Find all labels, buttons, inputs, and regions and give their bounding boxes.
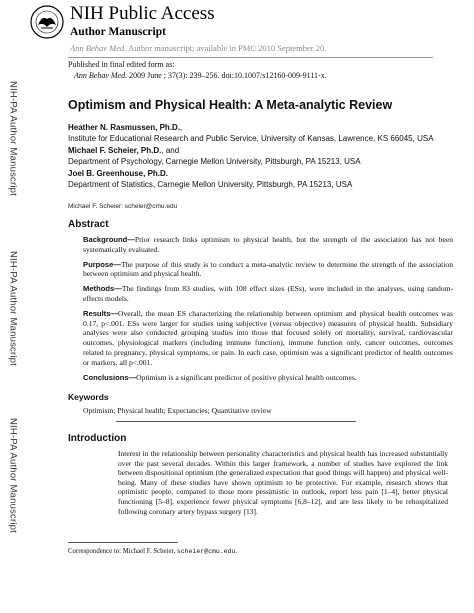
header-divider xyxy=(68,57,433,58)
introduction-heading: Introduction xyxy=(68,433,127,444)
abstract-body xyxy=(83,235,453,387)
note-journal: Ann Behav Med. xyxy=(70,43,127,53)
abstract-conclusions: Conclusions—Optimism is a significant predictor of positive physical health outcomes. xyxy=(83,372,357,382)
nih-public-access-title: NIH Public Access xyxy=(70,3,215,24)
published-line: Published in final edited form as: xyxy=(68,60,175,69)
author-block: Heather N. Rasmussen, Ph.D., Institute for Educational Research and Public Service, University of Kansas, Lawrence, KS 66045, USA xyxy=(68,123,458,144)
publication-info xyxy=(68,60,327,81)
keywords-heading: Keywords xyxy=(68,392,109,402)
sidebar-label-top: NIH-PA Author Manuscript xyxy=(7,80,19,196)
note-rest: Author manuscript; available in PMC 2010 September 20. xyxy=(126,43,327,53)
sidebar-label-middle: NIH-PA Author Manuscript xyxy=(7,250,19,366)
footnote-email-link[interactable]: scheier@cmu.edu xyxy=(176,548,236,555)
keywords-list: Optimism; Physical health; Expectancies; Quantitative review xyxy=(83,406,272,415)
author-block: Michael F. Scheier, Ph.D., and Department of Psychology, Carnegie Mellon University, Pittsburgh, PA 15213, USA xyxy=(68,146,458,167)
abstract-heading: Abstract xyxy=(68,219,109,230)
sidebar-label-bottom: NIH-PA Author Manuscript xyxy=(7,417,19,533)
author-affiliation: Department of Psychology, Carnegie Mellon University, Pittsburgh, PA 15213, USA xyxy=(68,156,361,166)
citation-line: Ann Behav Med. 2009 June ; 37(3): 239–256. doi:10.1007/s12160-009-9111-x. xyxy=(74,70,327,80)
author-name: Joel B. Greenhouse, Ph.D. xyxy=(68,169,169,178)
author-affiliation: Department of Statistics, Carnegie Mellon University, Pittsburgh, PA 15213, USA xyxy=(68,179,353,189)
author-name: Michael F. Scheier, Ph.D. xyxy=(68,146,162,155)
keywords-divider xyxy=(116,421,356,422)
author-list xyxy=(68,123,458,192)
pmc-availability-note xyxy=(70,43,326,53)
footnote-divider xyxy=(68,542,178,543)
abstract-background: Background—Prior research links optimism to physical health, but the strength of the association has not been systematically evaluated. xyxy=(83,235,453,254)
hhs-eagle-seal-icon xyxy=(30,5,64,39)
correspondence-footnote: Correspondence to: Michael F. Scheier, scheier@cmu.edu. xyxy=(68,548,238,555)
author-affiliation: Institute for Educational Research and Public Service, University of Kansas, Lawrence, KS 66045, USA xyxy=(68,133,434,143)
author-name: Heather N. Rasmussen, Ph.D. xyxy=(68,123,181,132)
author-manuscript-subtitle: Author Manuscript xyxy=(70,26,166,38)
abstract-results: Results—Overall, the mean ES characterizing the relationship between optimism and physical health outcomes was 0.17, p<.001. ESs were larger for studies using subjective (versus objective) measures of physical health. Subsidiary analyses were also conducted grouping studies into those that focused solely on mortality, survival, cardiovascular outcomes, physiological markers (including immune function), immune function only, cancer outcomes, outcomes related to pregnancy, physical symptoms, or pain. In each case, optimism was a significant predictor of health outcomes or markers, all p<.001. xyxy=(83,308,453,367)
corresponding-email: Michael F. Scheier: scheier@cmu.edu xyxy=(68,203,178,210)
author-block xyxy=(68,169,458,190)
abstract-purpose: Purpose—The purpose of this study is to conduct a meta-analytic review to determine the strength of the association between optimism and physical health. xyxy=(83,259,453,279)
paper-title: Optimism and Physical Health: A Meta-analytic Review xyxy=(68,98,393,112)
introduction-paragraph: Interest in the relationship between personality characteristics and physical health has increased substantially over the past several decades. Within this larger framework, a number of studies have explored the link between dispositional optimism (the generalized expectation that good things will happen) and physical well-being. Many of these studies have shown optimism to be protective. For example, research shows that optimistic people, compared to those more pessimistic in outlook, report less pain [1–4], better physical functioning [5–8], experience fewer physical symptoms [6,8–12], and are less likely to be rehospitalized following coronary artery bypass surgery [13]. xyxy=(118,449,448,516)
abstract-methods: Methods—The findings from 83 studies, with 108 effect sizes (ESs), were included in the analyses, using random-effects models. xyxy=(83,284,453,303)
